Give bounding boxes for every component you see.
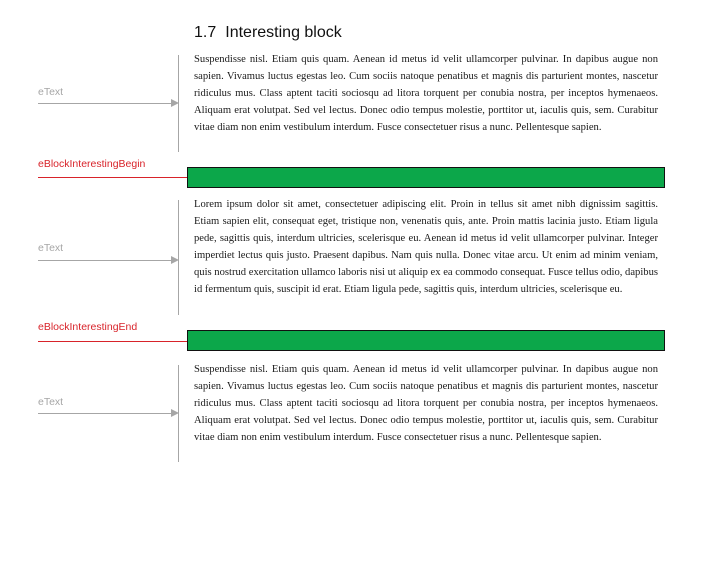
section-number: 1.7 [194, 24, 217, 41]
interesting-block-begin-bar [187, 167, 665, 188]
arrowhead-icon [171, 256, 179, 264]
interesting-block-end-bar [187, 330, 665, 351]
paragraph-1: Suspendisse nisl. Etiam quis quam. Aenean id metus id velit ullamcorper pulvinar. In dapibus augue non sapien. Vivamus luctus egestas leo. Cum sociis natoque penatibus et magnis dis parturient montes, nascetur ridiculus mus. Class aptent taciti sociosqu ad litora torquent per conubia nostra, per inceptos hymenaeos. Aliquam erat volutpat. Sed vel lectus. Donec odio tempus molestie, porttitor ut, iaculis quis, sem. Curabitur vitae diam non enim vestibulum interdum. Fusce consectetuer risus a nunc. Pellentesque sapien. [194, 54, 658, 134]
text-event-label-1: eText [38, 86, 64, 98]
block-end-label: eBlockInterestingEnd [38, 321, 138, 333]
block-begin-label: eBlockInterestingBegin [38, 158, 146, 170]
section-title: Interesting block [225, 24, 342, 41]
text-event-label-2: eText [38, 242, 64, 254]
arrowhead-icon [171, 409, 179, 417]
section-heading [194, 24, 342, 42]
text-event-label-3: eText [38, 396, 64, 408]
arrowhead-icon [171, 99, 179, 107]
paragraph-2: Lorem ipsum dolor sit amet, consectetuer adipiscing elit. Proin in tellus sit amet nibh dignissim sagittis. Etiam sapien elit, consequat eget, tristique non, venenatis quis, ante. Proin mattis lacinia justo. Etiam ligula pede, sagittis quis, interdum ultricies, scelerisque eu. Aenean id metus id velit ullamcorper pulvinar. Integer imperdiet lectus quis justo. Praesent dapibus. Nam quis nulla. Donec vitae arcu. Ut enim ad minim veniam, quis nostrud exercitation ullamco laboris nisi ut aliquip ex ea commodo consequat. Fusce tellus odio, dapibus id fermentum quis, suscipit id erat. Etiam ligula pede, sagittis quis, interdum ultricies, scelerisque eu. [194, 199, 658, 296]
paragraph-3: Suspendisse nisl. Etiam quis quam. Aenean id metus id velit ullamcorper pulvinar. In dapibus augue non sapien. Vivamus luctus egestas leo. Cum sociis natoque penatibus et magnis dis parturient montes, nascetur ridiculus mus. Class aptent taciti sociosqu ad litora torquent per conubia nostra, per inceptos hymenaeos. Aliquam erat volutpat. Sed vel lectus. Donec odio tempus molestie, porttitor ut, iaculis quis, sem. Curabitur vitae diam non enim vestibulum interdum. Fusce consectetuer risus a nunc. Pellentesque sapien. [194, 364, 658, 444]
